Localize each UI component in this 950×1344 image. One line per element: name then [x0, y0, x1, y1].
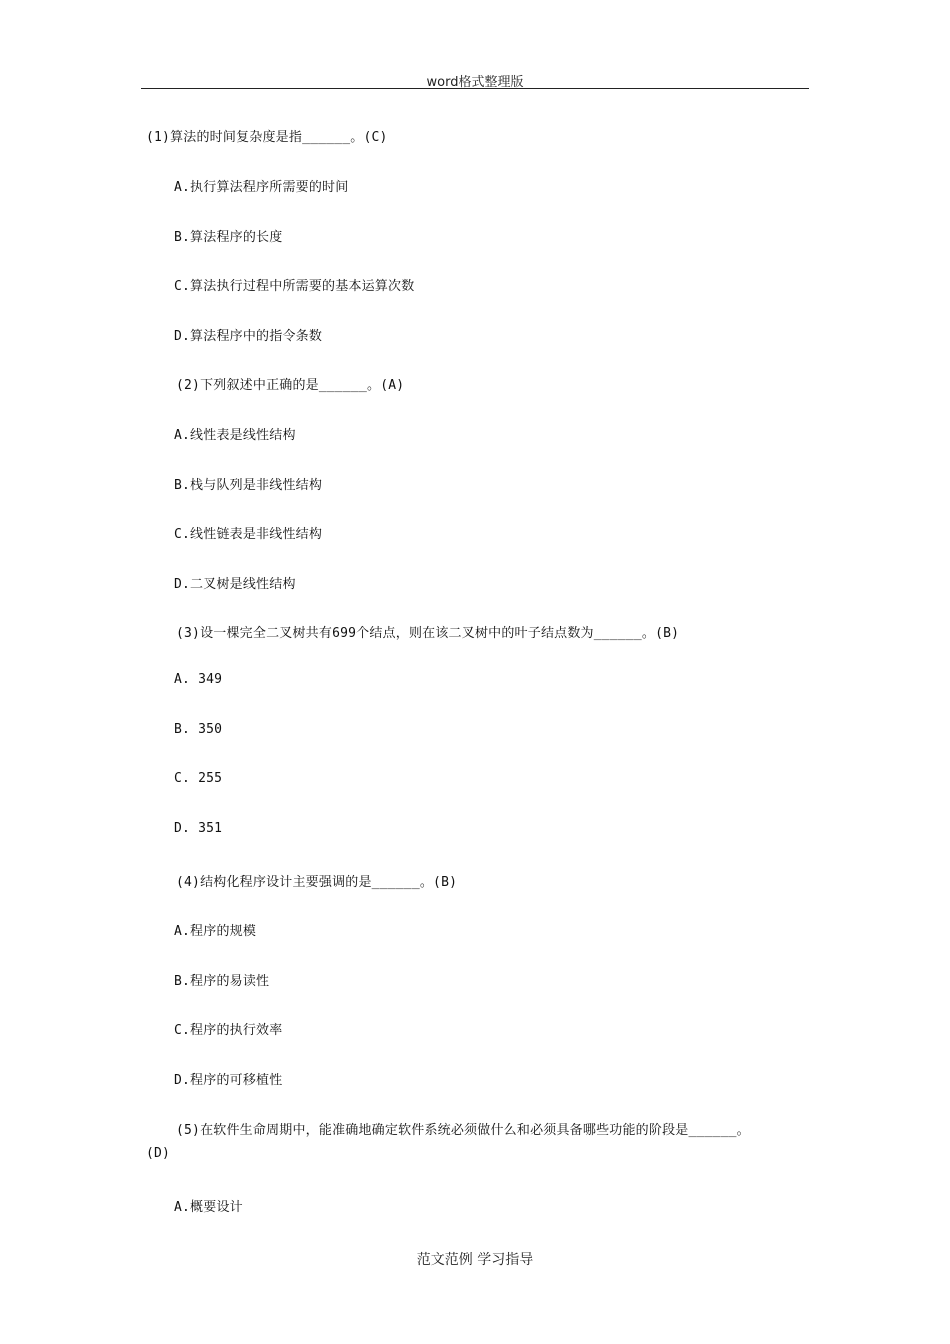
question-2-option-c: C.线性链表是非线性结构	[174, 527, 323, 542]
question-4-option-b: B.程序的易读性	[174, 974, 270, 989]
question-2-option-d: D.二叉树是线性结构	[174, 577, 296, 592]
page-header: word格式整理版	[426, 75, 524, 90]
page-footer: 范文范例 学习指导	[416, 1252, 534, 1268]
question-3-stem: (3)设一棵完全二叉树共有699个结点，则在该二叉树中的叶子结点数为______。(B)	[176, 626, 680, 641]
question-5-stem-continued: (D)	[146, 1146, 171, 1161]
question-3-option-c: C. 255	[174, 771, 223, 786]
question-1-option-b: B.算法程序的长度	[174, 230, 283, 245]
question-2-stem: (2)下列叙述中正确的是______。(A)	[176, 378, 405, 393]
question-5-option-a: A.概要设计	[174, 1200, 243, 1215]
question-4-option-a: A.程序的规模	[174, 924, 257, 939]
question-3-option-a: A. 349	[174, 672, 223, 687]
question-5-stem: (5)在软件生命周期中，能准确地确定软件系统必须做什么和必须具备哪些功能的阶段是______。	[176, 1123, 750, 1138]
question-4-stem: (4)结构化程序设计主要强调的是______。(B)	[176, 875, 458, 890]
header-divider	[141, 88, 809, 89]
question-1-option-a: A.执行算法程序所需要的时间	[174, 180, 349, 195]
question-3-option-d: D. 351	[174, 821, 223, 836]
question-1-option-d: D.算法程序中的指令条数	[174, 329, 323, 344]
question-1-option-c: C.算法执行过程中所需要的基本运算次数	[174, 279, 415, 294]
question-4-option-d: D.程序的可移植性	[174, 1073, 283, 1088]
question-2-option-b: B.栈与队列是非线性结构	[174, 478, 323, 493]
question-3-option-b: B. 350	[174, 722, 223, 737]
question-2-option-a: A.线性表是线性结构	[174, 428, 296, 443]
question-4-option-c: C.程序的执行效率	[174, 1023, 283, 1038]
question-1-stem: (1)算法的时间复杂度是指______。(C)	[146, 130, 388, 145]
